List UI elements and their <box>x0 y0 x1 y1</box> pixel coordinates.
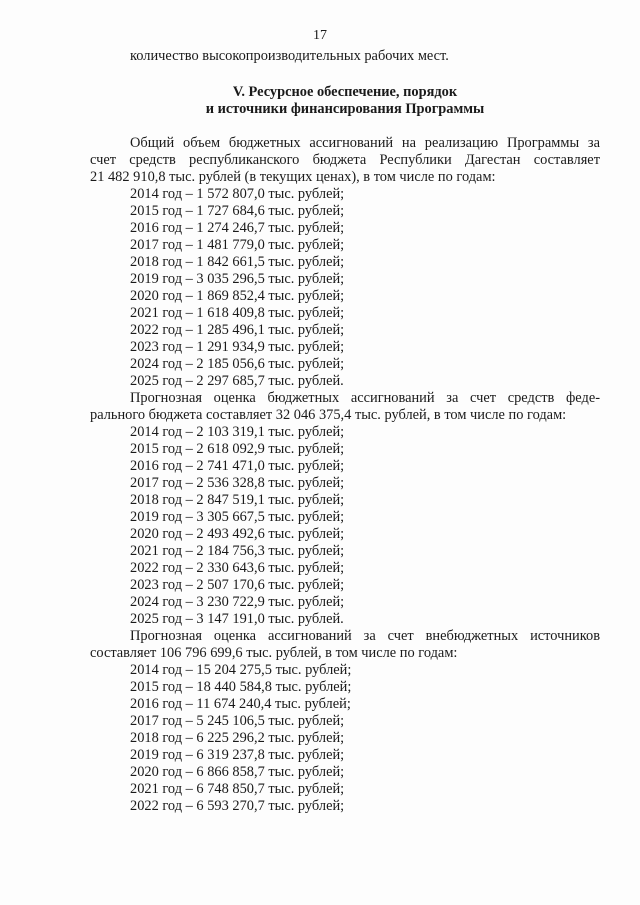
year-line: 2017 год – 2 536 328,8 тыс. рублей; <box>130 475 345 491</box>
year-line: 2024 год – 3 230 722,9 тыс. рублей; <box>130 594 345 610</box>
page-number: 17 <box>313 28 327 43</box>
year-line: 2015 год – 2 618 092,9 тыс. рублей; <box>130 441 345 457</box>
year-line: 2023 год – 2 507 170,6 тыс. рублей; <box>130 577 345 593</box>
section-heading <box>90 84 600 118</box>
year-line: 2017 год – 1 481 779,0 тыс. рублей; <box>130 237 345 253</box>
year-line: 2020 год – 2 493 492,6 тыс. рублей; <box>130 526 345 542</box>
republican-budget-paragraph <box>90 135 600 186</box>
paragraph-line: Общий объем бюджетных ассигнований на реализацию Программы за <box>130 135 600 151</box>
paragraph-line: рального бюджета составляет 32 046 375,4 тыс. рублей, в том числе по годам: <box>90 407 567 423</box>
year-line: 2025 год – 2 297 685,7 тыс. рублей. <box>130 373 344 389</box>
year-line: 2018 год – 2 847 519,1 тыс. рублей; <box>130 492 345 508</box>
year-line: 2021 год – 2 184 756,3 тыс. рублей; <box>130 543 345 559</box>
page-content <box>90 48 600 815</box>
year-line: 2023 год – 1 291 934,9 тыс. рублей; <box>130 339 345 355</box>
year-line: 2025 год – 3 147 191,0 тыс. рублей. <box>130 611 344 627</box>
intro-line: количество высокопроизводительных рабочих мест. <box>130 48 449 64</box>
year-line: 2022 год – 2 330 643,6 тыс. рублей; <box>130 560 345 576</box>
year-line: 2020 год – 1 869 852,4 тыс. рублей; <box>130 288 345 304</box>
year-line: 2016 год – 11 674 240,4 тыс. рублей; <box>130 696 351 712</box>
year-line: 2016 год – 2 741 471,0 тыс. рублей; <box>130 458 345 474</box>
year-line: 2022 год – 6 593 270,7 тыс. рублей; <box>130 798 345 814</box>
year-line: 2017 год – 5 245 106,5 тыс. рублей; <box>130 713 345 729</box>
year-line: 2014 год – 15 204 275,5 тыс. рублей; <box>130 662 352 678</box>
year-line: 2018 год – 6 225 296,2 тыс. рублей; <box>130 730 345 746</box>
federal-budget-years <box>90 424 600 628</box>
year-line: 2015 год – 1 727 684,6 тыс. рублей; <box>130 203 345 219</box>
year-line: 2021 год – 1 618 409,8 тыс. рублей; <box>130 305 345 321</box>
section-heading-line-1: V. Ресурсное обеспечение, порядок <box>232 84 458 100</box>
year-line: 2019 год – 6 319 237,8 тыс. рублей; <box>130 747 345 763</box>
paragraph-line: 21 482 910,8 тыс. рублей (в текущих ценах), в том числе по годам: <box>90 169 496 185</box>
year-line: 2019 год – 3 305 667,5 тыс. рублей; <box>130 509 345 525</box>
year-line: 2020 год – 6 866 858,7 тыс. рублей; <box>130 764 345 780</box>
republican-budget-years <box>90 186 600 390</box>
paragraph-line: составляет 106 796 699,6 тыс. рублей, в том числе по годам: <box>90 645 458 661</box>
year-line: 2014 год – 1 572 807,0 тыс. рублей; <box>130 186 345 202</box>
paragraph-line: Прогнозная оценка бюджетных ассигнований за счет средств феде- <box>130 390 600 406</box>
year-line: 2024 год – 2 185 056,6 тыс. рублей; <box>130 356 345 372</box>
year-line: 2022 год – 1 285 496,1 тыс. рублей; <box>130 322 345 338</box>
year-line: 2021 год – 6 748 850,7 тыс. рублей; <box>130 781 345 797</box>
year-line: 2018 год – 1 842 661,5 тыс. рублей; <box>130 254 345 270</box>
section-heading-line-2: и источники финансирования Программы <box>205 101 485 117</box>
federal-budget-paragraph <box>90 390 600 424</box>
extrabudgetary-paragraph <box>90 628 600 662</box>
paragraph-line: счет средств республиканского бюджета Республики Дагестан составляет <box>90 152 600 168</box>
year-line: 2014 год – 2 103 319,1 тыс. рублей; <box>130 424 345 440</box>
year-line: 2016 год – 1 274 246,7 тыс. рублей; <box>130 220 345 236</box>
paragraph-line: Прогнозная оценка ассигнований за счет внебюджетных источников <box>130 628 600 644</box>
year-line: 2015 год – 18 440 584,8 тыс. рублей; <box>130 679 352 695</box>
year-line: 2019 год – 3 035 296,5 тыс. рублей; <box>130 271 345 287</box>
extrabudgetary-years <box>90 662 600 815</box>
